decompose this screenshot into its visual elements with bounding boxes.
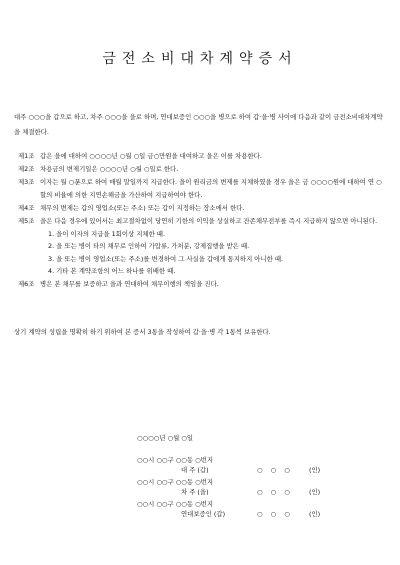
party-address: ○○시 ○○구 ○○동 ○번지 <box>137 456 213 464</box>
article-number: 제1조 <box>18 152 35 160</box>
party-address: ○○시 ○○구 ○○동 ○번지 <box>137 500 213 508</box>
closing-paragraph: 상기 계약의 성립을 명확히 하기 위하여 본 증서 3통을 작성하여 갑·을·병 각 1통씩 보유한다. <box>14 328 271 336</box>
article-3 <box>18 176 386 201</box>
article-text: 갑은 을에 대하여 ○○○○년 ○월 ○일 금○만원을 대여하고 을은 이를 차용한다. <box>40 152 262 160</box>
signature-block <box>137 433 387 521</box>
party-role: 대 주 (갑) <box>181 466 209 474</box>
article-text: 을은 다음 경우에 있어서는 최고절차없이 당연히 기한의 이익을 상실하고 잔존채무전부를 즉시 지급하지 않으면 아니된다. <box>40 216 378 225</box>
article-number: 제5조 <box>18 216 35 225</box>
contract-date: ○○○○년 ○월 ○일 <box>137 434 194 442</box>
party-name: ○ ○ ○ <box>257 488 293 496</box>
party-role: 차 주 (을) <box>181 488 209 496</box>
party-line-borrower <box>137 487 387 499</box>
article-number: 제3조 <box>18 178 35 186</box>
articles-section <box>18 150 386 291</box>
article-1 <box>18 150 386 163</box>
seal-mark: (인) <box>309 488 321 496</box>
list-item: 2. 을 또는 병이 타의 채무로 인하여 가압류, 가처분, 강제집행을 받은 때. <box>48 242 250 250</box>
party-role: 연대보증인 (갑) <box>181 510 226 518</box>
list-item: 4. 기타 본 계약조항의 어느 하나를 위배한 때. <box>48 267 176 275</box>
party-name: ○ ○ ○ <box>257 466 293 474</box>
seal-mark: (인) <box>309 466 321 474</box>
article-number: 제2조 <box>18 165 35 173</box>
article-text: 병은 본 채무를 보증하고 을과 연대하여 채무이행의 책임을 진다. <box>40 279 219 288</box>
party-name: ○ ○ ○ <box>257 510 293 518</box>
party-line-guarantor <box>137 509 387 521</box>
article-text: 차용금의 변제기일은 ○○○○년 ○월 ○일로 한다. <box>40 165 179 173</box>
list-item: 1. 을이 이자의 지급을 1회이상 지체한 때. <box>48 229 165 238</box>
intro-paragraph: 대주 ○○○을 갑으로 하고, 차주 ○○○을 을로 하며, 연대보증인 ○○○을 병으로 하여 갑·을·병 사이에 다음과 같이 금전소비대차계약을 체결한다. <box>14 113 383 136</box>
article-5 <box>18 215 386 228</box>
article-text: 이자는 월 ○푼으로 하여 매월 말일까지 지급한다. 을이 원리금의 변제를 지체하였을 경우 을은 금 ○○○○원에 대하여 연 ○할의 비율에 의한 지연손해금을 가산하여 지급하여야 한다. <box>40 178 382 199</box>
article-6 <box>18 278 386 291</box>
article-number: 제6조 <box>18 279 35 288</box>
article-number: 제4조 <box>18 203 35 212</box>
party-line-lender <box>137 465 387 477</box>
article-4 <box>18 202 386 215</box>
article-2 <box>18 163 386 176</box>
list-item: 3. 을 또는 병이 영업소(또는 주소)를 변경하여 그 사실을 갑에게 통지하지 아니한 때. <box>48 254 284 263</box>
document-title: 금전소비대차계약증서 <box>102 51 298 67</box>
seal-mark: (인) <box>309 510 321 518</box>
article-text: 채무의 변제는 갑의 영업소(또는 주소) 또는 갑이 지정하는 장소에서 한다. <box>40 203 245 212</box>
article-5-sub-list <box>18 228 386 278</box>
party-address: ○○시 ○○구 ○○동 ○번지 <box>137 478 213 486</box>
